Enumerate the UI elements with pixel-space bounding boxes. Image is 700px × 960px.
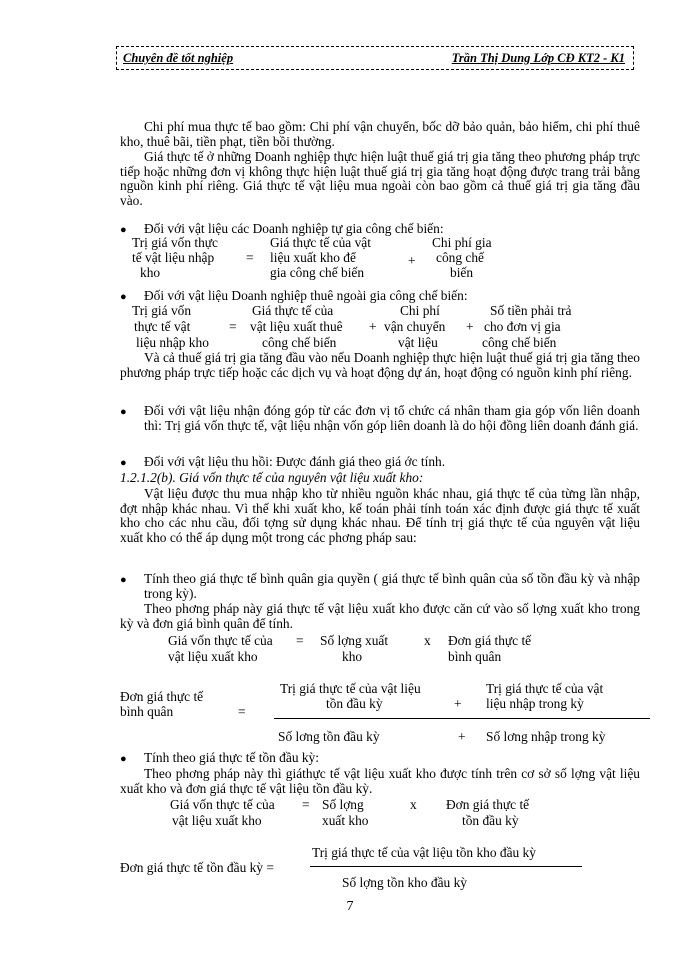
paragraph-vat-input: Và cả thuế giá trị gia tăng đầu vào nếu Doanh nghiệp thực hiện luật thuế giá trị gia tăng theo phương pháp trực tiếp hoặc các dịch vụ và hoạt động dự án, hoạt động có nguồn kinh phí riêng. — [120, 350, 640, 380]
page-number: 7 — [346, 899, 354, 914]
bullet-icon: ● — [120, 406, 127, 418]
bullet-icon: ● — [120, 291, 127, 303]
paragraph-opening-price-method: Theo phơng pháp này thì giáthực tế vật liệu xuất kho được tính trên cơ sở số lợng vật liệu xuất kho và đơn giá thực tế vật liệu tồn đầu kỳ. — [120, 766, 640, 796]
paragraph-weighted-average-method: Theo phơng pháp này giá thực tế vật liệu xuất kho được căn cứ vào số lợng xuất kho trong kỳ và đơn giá bình quân để tính. — [120, 601, 640, 631]
bullet-icon: ● — [120, 753, 127, 765]
fraction-bar — [310, 866, 582, 867]
bullet-opening-price: Tính theo giá thực tế tồn đầu kỳ: — [144, 750, 319, 765]
bullet-weighted-average: Tính theo giá thực tế bình quân gia quyền ( giá thực tế bình quân của số tồn đầu kỳ và nhập trong kỳ). — [144, 571, 640, 601]
bullet-contributed-materials: Đối với vật liệu nhận đóng góp từ các đơn vị tổ chức cá nhân tham gia góp vốn liên doanh thì: Trị giá vốn thực tế, vật liệu nhận vốn góp liên doanh là do hội đồng liên doanh đánh giá. — [144, 403, 640, 433]
section-heading: 1.2.1.2(b). Giá vốn thực tế của nguyên vật liệu xuất kho: — [120, 470, 424, 485]
bullet-self-processing: Đối với vật liệu các Doanh nghiệp tự gia công chế biến: — [144, 221, 444, 236]
fraction-bar — [274, 718, 650, 719]
header-left: Chuyên đề tốt nghiệp — [123, 51, 234, 65]
paragraph-purchase-cost: Chi phí mua thực tế bao gồm: Chi phí vận chuyển, bốc dỡ bảo quản, bảo hiểm, chi phí thuê kho, thuê bãi, tiền phạt, tiền bồi thường. — [120, 119, 640, 149]
header-right: Trần Thị Dung Lớp CĐ KT2 - K1 — [451, 51, 625, 65]
bullet-icon: ● — [120, 224, 127, 236]
bullet-outsourced-processing: Đối với vật liệu Doanh nghiệp thuê ngoài gia công chế biến: — [144, 288, 468, 303]
paragraph-vat-price: Giá thực tế ở những Doanh nghiệp thực hiện luật thuế giá trị gia tăng theo phương pháp trực tiếp hoặc những đơn vị không thực hiện luật thuế giá trị gia tăng hoạt động được trang trải bằng nguồn kinh phí riêng. Giá thực tế vật liệu mua ngoài còn bao gồm cả thuế giá trị gia tăng đầu vào. — [120, 149, 640, 208]
bullet-icon: ● — [120, 457, 127, 469]
paragraph-export-price: Vật liệu được thu mua nhập kho từ nhiều nguồn khác nhau, giá thực tế của từng lần nhập, đợt nhập khác nhau. Vì thế khi xuất kho, kế toán phải tính toán xác định được giá thực tế xuất kho cho các nhu cầu, đối tợng sử dụng khác nhau. Để tính trị giá thực tế của nguyên vật liệu xuất kho có thể áp dụng một trong các phơng pháp sau: — [120, 486, 640, 545]
bullet-recovered-materials: Đối với vật liệu thu hồi: Được đánh giá theo giá ớc tính. — [144, 454, 446, 469]
page-header — [116, 46, 634, 70]
bullet-icon: ● — [120, 574, 127, 586]
